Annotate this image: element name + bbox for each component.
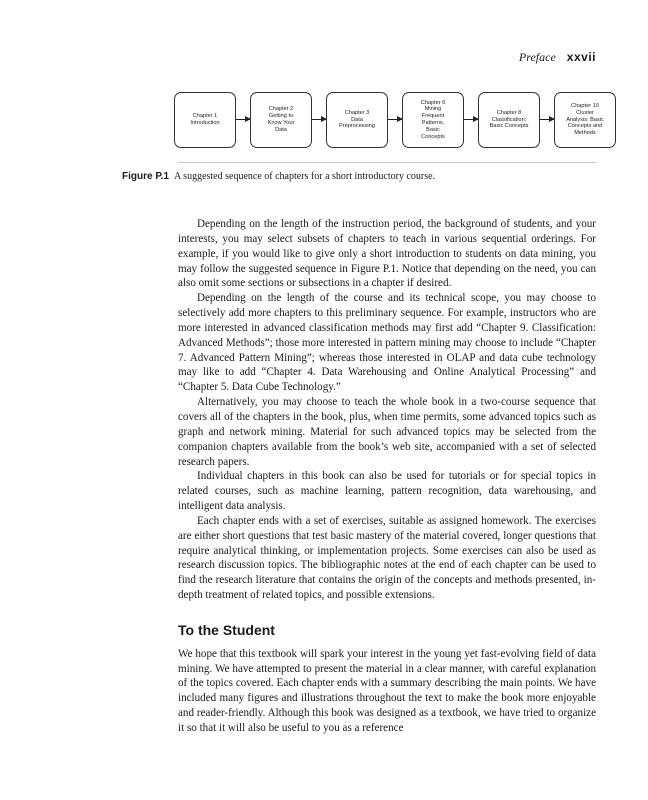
- figure-caption-text: A suggested sequence of chapters for a short introductory course.: [174, 171, 436, 182]
- arrow-3-to-6: [388, 119, 402, 120]
- running-head-section: Preface: [518, 50, 556, 64]
- paragraph: Alternatively, you may choose to teach the whole book in a two-course sequence that covers all of the chapters in the book, plus, when time permits, some advanced topics such as graph and network mining. Material for such advanced topics may be selected from the companion chapters available from the book’s web site, accompanied with a set of selected research papers.: [178, 396, 596, 468]
- figure-label: Figure P.1: [122, 171, 170, 182]
- chapter-sequence-diagram: [174, 92, 604, 152]
- arrow-8-to-10: [540, 119, 554, 120]
- chapter-1-box: Chapter 1 Introduction: [174, 92, 236, 148]
- figure-rule: [178, 162, 596, 163]
- paragraph: We hope that this textbook will spark your interest in the young yet fast-evolving field of data mining. We have attempted to present the material in a clear manner, with careful explanation of the topics covered. Each chapter ends with a summary describing the main points. We have included many figures and illustrations throughout the text to make the book more enjoyable and reader-friendly. Although this book was designed as a textbook, we have tried to organize it so that it will also be useful to you as a reference: [178, 647, 596, 734]
- arrow-2-to-3: [312, 119, 326, 120]
- page-number: xxvii: [566, 50, 596, 64]
- body-text: [178, 217, 596, 736]
- running-head: [519, 50, 596, 65]
- chapter-8-box: Chapter 8 Classification: Basic Concepts: [478, 92, 540, 148]
- paragraph: Depending on the length of the instruction period, the background of students, and your interests, you may select subsets of chapters to teach in various sequential orderings. For example, if you would like to give only a short introduction to students on data mining, you may follow the suggested sequence in Figure P.1. Notice that depending on the need, you can also omit some sections or subsections in a chapter if desired.: [178, 218, 596, 290]
- chapter-3-box: Chapter 3 Data Preprocessing: [326, 92, 388, 148]
- paragraph: Depending on the length of the course and its technical scope, you may choose to selectively add more chapters to this preliminary sequence. For example, instructors who are more interested in advanced classification methods may first add “Chapter 9. Classification: Advanced Methods”; those more interested in pattern mining may choose to include “Chapter 7. Advanced Pattern Mining”; whereas those interested in OLAP and data cube technology may like to add “Chapter 4. Data Warehousing and Online Analytical Processing” and “Chapter 5. Data Cube Technology.”: [178, 292, 596, 394]
- chapter-6-box: Chapter 6 Mining Frequent Patterns, Basic Concepts: [402, 92, 464, 148]
- paragraph: Each chapter ends with a set of exercises, suitable as assigned homework. The exercises are either short questions that test basic mastery of the material covered, longer questions that require analytical thinking, or implementation projects. Some exercises can also be used as research discussion topics. The bibliographic notes at the end of each chapter can be used to find the research literature that contains the origin of the concepts and methods presented, in-depth treatment of related topics, and possible extensions.: [178, 514, 596, 602]
- chapter-2-box: Chapter 2 Getting to Know Your Data: [250, 92, 312, 148]
- paragraph: Individual chapters in this book can also be used for tutorials or for special topics in related courses, such as machine learning, pattern recognition, data warehousing, and intelligent data analysis.: [178, 470, 596, 513]
- arrow-6-to-8: [464, 119, 478, 120]
- figure-caption: [122, 171, 435, 182]
- section-heading-to-the-student: To the Student: [178, 621, 275, 638]
- arrow-1-to-2: [236, 119, 250, 120]
- chapter-10-box: Chapter 10 Cluster Analysis: Basic Concepts and Methods: [554, 92, 616, 148]
